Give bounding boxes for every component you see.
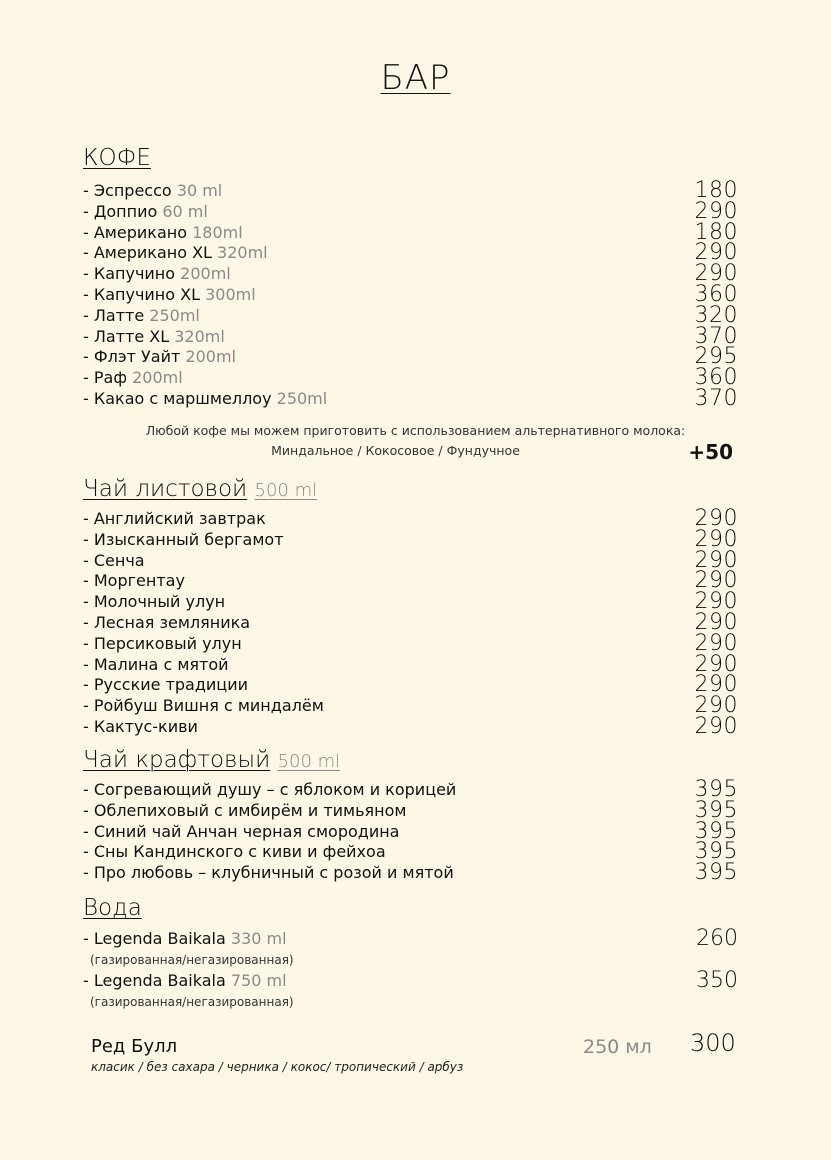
item-price: 360 bbox=[694, 281, 738, 307]
alt-milk-note: Любой кофе мы можем приготовить с использованием альтернативного молока: Миндальное / Кокосовое / Фундучное bbox=[145, 423, 686, 458]
item-price: 290 bbox=[694, 713, 738, 739]
menu-item: - Сны Кандинского с киви и фейхоа 395 bbox=[83, 839, 738, 865]
item-price: 290 bbox=[694, 198, 738, 224]
section-heading-leaf-tea: Чай листовой 500 ml bbox=[83, 476, 318, 502]
leaf-tea-list bbox=[83, 506, 743, 739]
menu-item: - Доппио 60 ml 290 bbox=[83, 198, 738, 224]
menu-item: - Ройбуш Вишня с миндалём 290 bbox=[83, 693, 738, 719]
item-price: 290 bbox=[694, 240, 738, 266]
menu-item: - Латте 250ml 320 bbox=[83, 302, 738, 328]
item-note: (газированная/негазированная) bbox=[90, 953, 294, 967]
item-price: 295 bbox=[694, 344, 738, 370]
menu-item: - Капучино 200ml 290 bbox=[83, 261, 738, 287]
item-price: 395 bbox=[694, 839, 738, 865]
item-price: 290 bbox=[694, 672, 738, 698]
redbull-name: Ред Булл bbox=[91, 1036, 178, 1057]
item-price: 180 bbox=[694, 219, 738, 245]
item-price: 290 bbox=[694, 589, 738, 615]
item-price: 370 bbox=[694, 385, 738, 411]
item-price: 290 bbox=[694, 568, 738, 594]
menu-item: - Кактус-киви 290 bbox=[83, 713, 738, 739]
menu-item: - Про любовь – клубничный с розой и мятой 395 bbox=[83, 860, 738, 886]
coffee-list bbox=[83, 178, 743, 411]
item-price: 290 bbox=[694, 609, 738, 635]
item-price: 290 bbox=[694, 547, 738, 573]
item-price: 395 bbox=[694, 818, 738, 844]
item-price: 395 bbox=[694, 777, 738, 802]
item-price: 290 bbox=[694, 261, 738, 287]
menu-item: - Американо XL 320ml 290 bbox=[83, 240, 738, 266]
menu-item: - Персиковый улун 290 bbox=[83, 630, 738, 656]
item-note: (газированная/негазированная) bbox=[90, 995, 294, 1009]
item-price: 350 bbox=[696, 968, 738, 993]
menu-item: - Legenda Baikala 330 ml 260 bbox=[83, 926, 738, 951]
menu-item: - Изысканный бергамот 290 bbox=[83, 526, 738, 552]
item-price: 180 bbox=[694, 178, 738, 203]
craft-tea-list bbox=[83, 777, 743, 886]
menu-item: - Латте XL 320ml 370 bbox=[83, 323, 738, 349]
item-price: 260 bbox=[696, 926, 738, 951]
menu-item: - Какао с маршмеллоу 250ml 370 bbox=[83, 385, 738, 411]
item-price: 290 bbox=[694, 630, 738, 656]
item-price: 290 bbox=[694, 693, 738, 719]
menu-item: - Legenda Baikala 750 ml 350 bbox=[83, 968, 738, 993]
menu-item: - Раф 200ml 360 bbox=[83, 365, 738, 391]
section-heading-coffee: КОФЕ bbox=[83, 145, 151, 171]
menu-item: - Синий чай Анчан черная смородина 395 bbox=[83, 818, 738, 844]
menu-item: - Американо 180ml 180 bbox=[83, 219, 738, 245]
menu-item: - Капучино XL 300ml 360 bbox=[83, 281, 738, 307]
menu-item: - Эспрессо 30 ml 180 bbox=[83, 178, 738, 203]
menu-item: - Облепиховый с имбирём и тимьяном 395 bbox=[83, 797, 738, 823]
menu-item: - Согревающий душу – с яблоком и корицей 395 bbox=[83, 777, 738, 802]
menu-item: - Моргентау 290 bbox=[83, 568, 738, 594]
section-heading-craft-tea: Чай крафтовый 500 ml bbox=[83, 747, 341, 773]
menu-item: - Молочный улун 290 bbox=[83, 589, 738, 615]
item-price: 320 bbox=[694, 302, 738, 328]
section-heading-water: Вода bbox=[83, 895, 142, 921]
menu-item: - Сенча 290 bbox=[83, 547, 738, 573]
item-price: 290 bbox=[694, 506, 738, 531]
item-price: 370 bbox=[694, 323, 738, 349]
item-price: 395 bbox=[694, 797, 738, 823]
item-price: 290 bbox=[694, 651, 738, 677]
item-price: 395 bbox=[694, 860, 738, 886]
redbull-volume: 250 мл bbox=[583, 1036, 652, 1058]
menu-item: - Русские традиции 290 bbox=[83, 672, 738, 698]
item-price: 360 bbox=[694, 365, 738, 391]
menu-item: - Английский завтрак 290 bbox=[83, 506, 738, 531]
alt-milk-price: +50 bbox=[688, 440, 733, 464]
menu-item: - Лесная земляника 290 bbox=[83, 609, 738, 635]
page-title: БАР bbox=[380, 58, 451, 98]
menu-item: - Флэт Уайт 200ml 295 bbox=[83, 344, 738, 370]
redbull-price: 300 bbox=[690, 1029, 736, 1057]
redbull-flavors: класик / без сахара / черника / кокос/ тропический / арбуз bbox=[91, 1060, 464, 1074]
item-price: 290 bbox=[694, 526, 738, 552]
menu-item: - Малина с мятой 290 bbox=[83, 651, 738, 677]
